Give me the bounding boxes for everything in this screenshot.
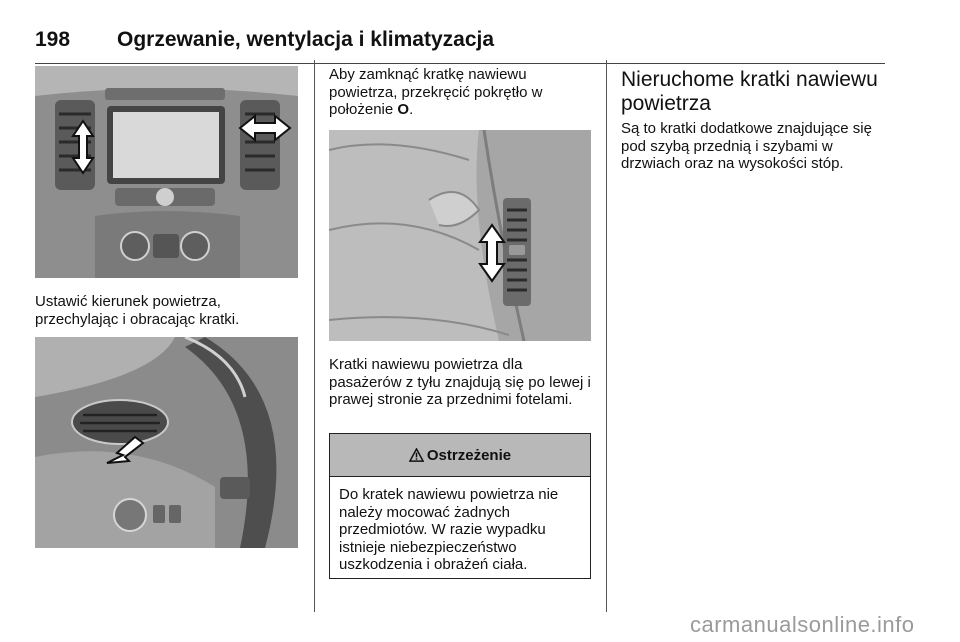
warning-box <box>329 433 591 579</box>
rear-vent-image <box>329 130 591 341</box>
dashboard-vents-image <box>35 66 298 278</box>
section-heading: Nieruchome kratki nawiewu powietrza <box>621 68 878 115</box>
column-divider-2 <box>606 60 607 612</box>
warning-title: Ostrzeżenie <box>426 446 512 464</box>
warning-triangle-icon <box>409 448 424 462</box>
closed-position-symbol: O <box>397 101 410 118</box>
page-header <box>35 14 885 54</box>
page-number: 198 <box>35 28 71 51</box>
watermark: carmanualsonline.info <box>690 612 915 637</box>
close-vent-text-end: . <box>409 101 414 118</box>
close-vent-text <box>329 66 594 119</box>
rear-vents-text: Kratki nawiewu powietrza dla pasażerów z tyłu znajdują się po lewej i prawej stronie za przednimi fotelami. <box>329 356 591 408</box>
header-rule <box>35 63 885 64</box>
tilt-caption: Ustawić kierunek powietrza, przechylając i obracając kratki. <box>35 293 240 328</box>
fixed-vents-text: Są to kratki dodatkowe znajdujące się pod szybą przednią i szybami w drzwiach oraz na wysokości stóp. <box>621 120 872 172</box>
warning-body: Do kratek nawiewu powietrza nie należy mocować żadnych przedmiotów. W razie wypadku istnieje niebezpieczeństwo uszkodzenia i obrażeń ciała. <box>339 486 559 573</box>
warning-header <box>330 434 590 477</box>
side-vent-image <box>35 337 298 548</box>
close-vent-text-main: Aby zamknąć kratkę nawiewu powietrza, przekręcić pokrętło w położenie <box>329 66 543 118</box>
column-divider-1 <box>314 60 315 612</box>
chapter-title: Ogrzewanie, wentylacja i klimatyzacja <box>117 28 495 51</box>
